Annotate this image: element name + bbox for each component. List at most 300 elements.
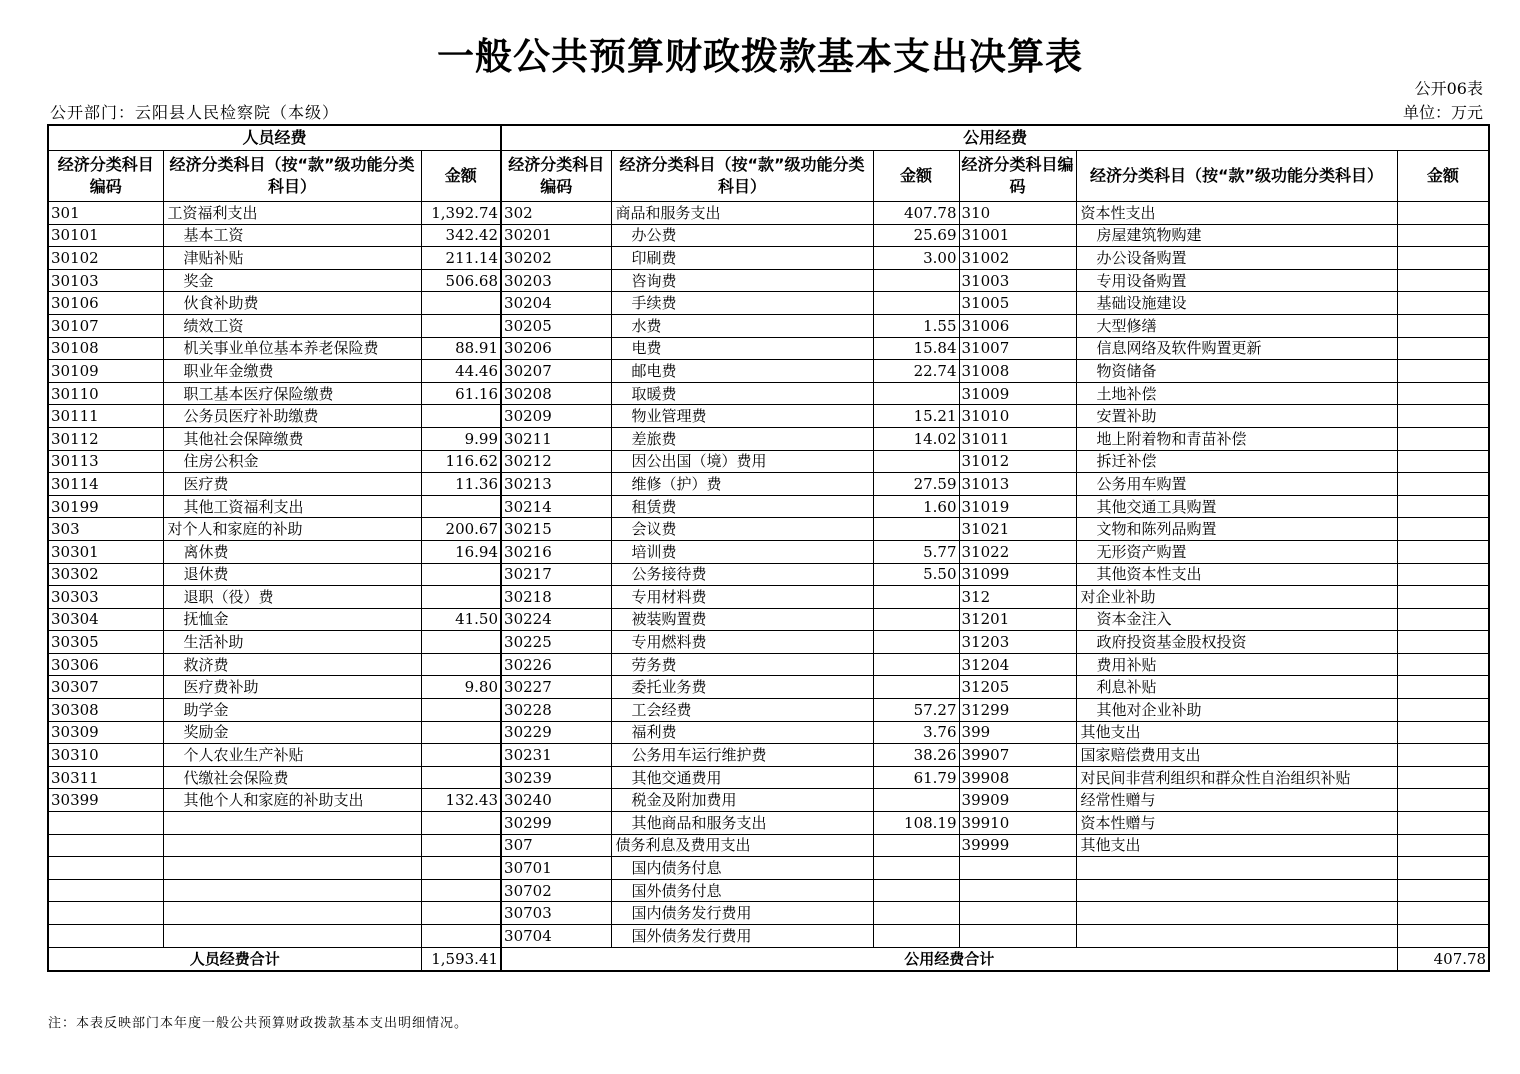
public-code-cell: 30704 [501, 925, 611, 948]
public-amount-cell [1397, 766, 1489, 789]
public-name-cell: 其他交通费用 [611, 766, 873, 789]
public-name-cell: 土地补偿 [1076, 382, 1397, 405]
personnel-name-cell [163, 812, 421, 835]
public-amount-cell [873, 653, 959, 676]
public-code-cell: 30229 [501, 721, 611, 744]
personnel-code-cell: 30309 [48, 721, 163, 744]
public-amount-cell: 5.50 [873, 563, 959, 586]
public-code-cell: 39907 [959, 744, 1076, 767]
public-amount-cell: 38.26 [873, 744, 959, 767]
public-name-cell: 大型修缮 [1076, 314, 1397, 337]
public-amount-cell [1397, 653, 1489, 676]
public-name-cell: 商品和服务支出 [611, 202, 873, 225]
department-label: 公开部门：云阳县人民检察院（本级） [50, 103, 340, 122]
personnel-name-cell: 个人农业生产补贴 [163, 744, 421, 767]
public-name-cell: 资本性支出 [1076, 202, 1397, 225]
public-name-cell: 水费 [611, 314, 873, 337]
public-code-cell: 39908 [959, 766, 1076, 789]
public-name-cell: 物业管理费 [611, 405, 873, 428]
public-code-cell: 30226 [501, 653, 611, 676]
public-name-cell: 基础设施建设 [1076, 292, 1397, 315]
public-code-cell: 30206 [501, 337, 611, 360]
personnel-name-cell: 津贴补贴 [163, 247, 421, 270]
personnel-amount-cell: 1,392.74 [421, 202, 501, 225]
personnel-amount-cell: 88.91 [421, 337, 501, 360]
public-name-cell: 其他对企业补助 [1076, 699, 1397, 722]
public-code-cell: 31011 [959, 427, 1076, 450]
public-name-cell: 差旅费 [611, 427, 873, 450]
personnel-name-cell [163, 857, 421, 880]
public-amount-cell [1397, 586, 1489, 609]
public-code-cell: 30208 [501, 382, 611, 405]
public-code-cell: 30231 [501, 744, 611, 767]
col-name-header: 经济分类科目（按“款”级功能分类科目） [611, 151, 873, 202]
personnel-amount-cell: 41.50 [421, 608, 501, 631]
personnel-amount-cell [421, 902, 501, 925]
public-code-cell: 31012 [959, 450, 1076, 473]
personnel-code-cell [48, 812, 163, 835]
public-amount-cell [1397, 269, 1489, 292]
public-amount-cell: 407.78 [873, 202, 959, 225]
personnel-amount-cell: 211.14 [421, 247, 501, 270]
table-row [48, 473, 1489, 496]
table-row [48, 653, 1489, 676]
personnel-name-cell: 职业年金缴费 [163, 360, 421, 383]
public-code-cell: 31008 [959, 360, 1076, 383]
table-row [48, 902, 1489, 925]
public-amount-cell [1397, 247, 1489, 270]
public-name-cell: 取暖费 [611, 382, 873, 405]
public-name-cell: 国内债务付息 [611, 857, 873, 880]
personnel-amount-cell [421, 812, 501, 835]
public-code-cell: 30216 [501, 540, 611, 563]
public-amount-cell: 15.21 [873, 405, 959, 428]
personnel-name-cell: 工资福利支出 [163, 202, 421, 225]
public-amount-cell [1397, 631, 1489, 654]
public-amount-cell [873, 834, 959, 857]
personnel-code-cell: 303 [48, 518, 163, 541]
public-name-cell: 国内债务发行费用 [611, 902, 873, 925]
public-name-cell: 租赁费 [611, 495, 873, 518]
col-code-header: 经济分类科目编码 [959, 151, 1076, 202]
public-name-cell: 费用补贴 [1076, 653, 1397, 676]
col-amount-header: 金额 [1397, 151, 1489, 202]
table-row [48, 427, 1489, 450]
personnel-code-cell: 30109 [48, 360, 163, 383]
personnel-amount-cell: 9.99 [421, 427, 501, 450]
col-amount-header: 金额 [421, 151, 501, 202]
personnel-name-cell: 其他工资福利支出 [163, 495, 421, 518]
public-code-cell: 30214 [501, 495, 611, 518]
public-amount-cell: 3.76 [873, 721, 959, 744]
public-name-cell: 会议费 [611, 518, 873, 541]
public-name-cell: 国外债务付息 [611, 879, 873, 902]
public-amount-cell [1397, 427, 1489, 450]
personnel-code-cell [48, 879, 163, 902]
personnel-name-cell: 公务员医疗补助缴费 [163, 405, 421, 428]
personnel-code-cell: 30303 [48, 586, 163, 609]
public-code-cell: 30217 [501, 563, 611, 586]
personnel-total-amount: 1,593.41 [421, 947, 501, 971]
col-amount-header: 金额 [873, 151, 959, 202]
public-amount-cell [873, 925, 959, 948]
personnel-amount-cell [421, 314, 501, 337]
personnel-name-cell: 助学金 [163, 699, 421, 722]
public-name-cell: 债务利息及费用支出 [611, 834, 873, 857]
public-amount-cell: 27.59 [873, 473, 959, 496]
personnel-code-cell: 30106 [48, 292, 163, 315]
public-name-cell: 安置补助 [1076, 405, 1397, 428]
public-name-cell: 无形资产购置 [1076, 540, 1397, 563]
table-row [48, 518, 1489, 541]
public-amount-cell [1397, 699, 1489, 722]
personnel-amount-cell: 61.16 [421, 382, 501, 405]
personnel-name-cell: 其他社会保障缴费 [163, 427, 421, 450]
col-name-header: 经济分类科目（按“款”级功能分类科目） [1076, 151, 1397, 202]
personnel-code-cell [48, 834, 163, 857]
personnel-name-cell: 住房公积金 [163, 450, 421, 473]
personnel-name-cell: 伙食补助费 [163, 292, 421, 315]
personnel-amount-cell [421, 292, 501, 315]
table-row [48, 608, 1489, 631]
personnel-name-cell [163, 925, 421, 948]
public-code-cell: 31019 [959, 495, 1076, 518]
public-code-cell: 31022 [959, 540, 1076, 563]
public-amount-cell [873, 608, 959, 631]
personnel-name-cell: 救济费 [163, 653, 421, 676]
table-row [48, 563, 1489, 586]
table-row [48, 721, 1489, 744]
public-code-cell: 31099 [959, 563, 1076, 586]
personnel-amount-cell: 342.42 [421, 224, 501, 247]
personnel-code-cell: 30111 [48, 405, 163, 428]
table-row [48, 224, 1489, 247]
public-code-cell: 30209 [501, 405, 611, 428]
public-amount-cell [873, 586, 959, 609]
public-amount-cell [1397, 518, 1489, 541]
personnel-name-cell: 基本工资 [163, 224, 421, 247]
personnel-code-cell: 30301 [48, 540, 163, 563]
public-code-cell: 30227 [501, 676, 611, 699]
public-code-cell: 31010 [959, 405, 1076, 428]
public-amount-cell: 108.19 [873, 812, 959, 835]
public-amount-cell [873, 269, 959, 292]
personnel-amount-cell [421, 586, 501, 609]
public-code-cell: 30212 [501, 450, 611, 473]
personnel-code-cell: 30114 [48, 473, 163, 496]
public-amount-cell [873, 879, 959, 902]
public-name-cell [1076, 857, 1397, 880]
public-amount-cell [1397, 495, 1489, 518]
public-name-cell: 印刷费 [611, 247, 873, 270]
public-name-cell: 文物和陈列品购置 [1076, 518, 1397, 541]
public-code-cell: 307 [501, 834, 611, 857]
public-amount-cell [1397, 450, 1489, 473]
public-name-cell: 维修（护）费 [611, 473, 873, 496]
public-code-cell: 39910 [959, 812, 1076, 835]
public-name-cell: 资本金注入 [1076, 608, 1397, 631]
table-row [48, 857, 1489, 880]
public-name-cell: 其他支出 [1076, 721, 1397, 744]
public-amount-cell [1397, 812, 1489, 835]
personnel-code-cell: 30112 [48, 427, 163, 450]
public-code-cell: 30240 [501, 789, 611, 812]
personnel-amount-cell: 506.68 [421, 269, 501, 292]
public-amount-cell [1397, 721, 1489, 744]
personnel-amount-cell: 44.46 [421, 360, 501, 383]
table-row [48, 202, 1489, 225]
table-row [48, 699, 1489, 722]
public-name-cell: 其他商品和服务支出 [611, 812, 873, 835]
public-code-cell: 30239 [501, 766, 611, 789]
personnel-amount-cell: 9.80 [421, 676, 501, 699]
public-amount-cell [873, 676, 959, 699]
table-row [48, 812, 1489, 835]
table-row [48, 766, 1489, 789]
public-name-cell: 信息网络及软件购置更新 [1076, 337, 1397, 360]
personnel-name-cell: 机关事业单位基本养老保险费 [163, 337, 421, 360]
public-code-cell: 310 [959, 202, 1076, 225]
personnel-name-cell: 职工基本医疗保险缴费 [163, 382, 421, 405]
unit-label: 单位：万元 [1402, 103, 1483, 122]
table-row [48, 834, 1489, 857]
personnel-amount-cell [421, 405, 501, 428]
public-amount-cell: 61.79 [873, 766, 959, 789]
public-name-cell: 对民间非营利组织和群众性自治组织补贴 [1076, 766, 1397, 789]
public-name-cell: 办公设备购置 [1076, 247, 1397, 270]
personnel-name-cell: 退休费 [163, 563, 421, 586]
public-code-cell: 399 [959, 721, 1076, 744]
public-amount-cell [873, 450, 959, 473]
public-name-cell: 公务用车运行维护费 [611, 744, 873, 767]
public-amount-cell [1397, 224, 1489, 247]
public-amount-cell: 3.00 [873, 247, 959, 270]
public-amount-cell [1397, 902, 1489, 925]
personnel-code-cell: 30399 [48, 789, 163, 812]
public-name-cell: 因公出国（境）费用 [611, 450, 873, 473]
public-name-cell: 公务接待费 [611, 563, 873, 586]
personnel-name-cell: 抚恤金 [163, 608, 421, 631]
table-row [48, 925, 1489, 948]
public-amount-cell [873, 518, 959, 541]
personnel-amount-cell: 11.36 [421, 473, 501, 496]
public-code-cell: 302 [501, 202, 611, 225]
personnel-name-cell: 代缴社会保险费 [163, 766, 421, 789]
public-name-cell: 经常性赠与 [1076, 789, 1397, 812]
public-code-cell: 312 [959, 586, 1076, 609]
public-code-cell: 31005 [959, 292, 1076, 315]
public-code-cell: 31203 [959, 631, 1076, 654]
table-row [48, 382, 1489, 405]
public-name-cell: 咨询费 [611, 269, 873, 292]
public-code-cell: 30218 [501, 586, 611, 609]
public-name-cell: 委托业务费 [611, 676, 873, 699]
personnel-total-label: 人员经费合计 [48, 947, 421, 971]
personnel-amount-cell [421, 834, 501, 857]
public-code-cell: 30201 [501, 224, 611, 247]
public-name-cell: 劳务费 [611, 653, 873, 676]
public-code-cell: 30224 [501, 608, 611, 631]
public-code-cell: 31006 [959, 314, 1076, 337]
personnel-amount-cell [421, 925, 501, 948]
personnel-amount-cell [421, 766, 501, 789]
public-name-cell: 专用燃料费 [611, 631, 873, 654]
personnel-amount-cell: 116.62 [421, 450, 501, 473]
public-code-cell: 31002 [959, 247, 1076, 270]
public-name-cell: 公务用车购置 [1076, 473, 1397, 496]
public-name-cell: 办公费 [611, 224, 873, 247]
public-amount-cell [873, 631, 959, 654]
personnel-amount-cell [421, 721, 501, 744]
table-row [48, 586, 1489, 609]
public-name-cell: 其他交通工具购置 [1076, 495, 1397, 518]
table-row [48, 789, 1489, 812]
public-amount-cell [873, 857, 959, 880]
public-amount-cell [873, 292, 959, 315]
public-code-cell: 30701 [501, 857, 611, 880]
public-name-cell: 税金及附加费用 [611, 789, 873, 812]
personnel-code-cell: 30102 [48, 247, 163, 270]
public-section-header: 公用经费 [501, 125, 1489, 151]
public-name-cell: 地上附着物和青苗补偿 [1076, 427, 1397, 450]
public-name-cell: 专用材料费 [611, 586, 873, 609]
public-code-cell: 31007 [959, 337, 1076, 360]
table-row [48, 676, 1489, 699]
public-code-cell: 31299 [959, 699, 1076, 722]
table-row [48, 269, 1489, 292]
personnel-code-cell [48, 902, 163, 925]
public-code-cell: 30213 [501, 473, 611, 496]
table-row [48, 247, 1489, 270]
public-code-cell: 31003 [959, 269, 1076, 292]
personnel-amount-cell [421, 563, 501, 586]
table-row [48, 744, 1489, 767]
public-name-cell [1076, 879, 1397, 902]
personnel-section-header: 人员经费 [48, 125, 501, 151]
public-name-cell: 其他支出 [1076, 834, 1397, 857]
personnel-code-cell: 30305 [48, 631, 163, 654]
public-code-cell [959, 925, 1076, 948]
public-amount-cell [1397, 834, 1489, 857]
personnel-name-cell: 绩效工资 [163, 314, 421, 337]
table-row [48, 405, 1489, 428]
public-total-label: 公用经费合计 [501, 947, 1397, 971]
public-code-cell: 31204 [959, 653, 1076, 676]
public-code-cell: 39909 [959, 789, 1076, 812]
public-code-cell: 30211 [501, 427, 611, 450]
public-amount-cell: 5.77 [873, 540, 959, 563]
public-amount-cell [1397, 202, 1489, 225]
personnel-code-cell: 30304 [48, 608, 163, 631]
public-name-cell: 手续费 [611, 292, 873, 315]
public-amount-cell: 57.27 [873, 699, 959, 722]
personnel-amount-cell: 132.43 [421, 789, 501, 812]
public-code-cell: 30215 [501, 518, 611, 541]
public-amount-cell [1397, 337, 1489, 360]
personnel-name-cell: 生活补助 [163, 631, 421, 654]
public-code-cell: 30299 [501, 812, 611, 835]
public-amount-cell: 25.69 [873, 224, 959, 247]
public-code-cell [959, 857, 1076, 880]
public-code-cell: 30205 [501, 314, 611, 337]
personnel-name-cell [163, 879, 421, 902]
public-amount-cell: 1.60 [873, 495, 959, 518]
public-amount-cell [1397, 789, 1489, 812]
public-name-cell: 房屋建筑物购建 [1076, 224, 1397, 247]
personnel-amount-cell [421, 857, 501, 880]
public-name-cell: 政府投资基金股权投资 [1076, 631, 1397, 654]
public-code-cell [959, 902, 1076, 925]
personnel-amount-cell: 16.94 [421, 540, 501, 563]
personnel-amount-cell [421, 653, 501, 676]
personnel-code-cell: 30108 [48, 337, 163, 360]
personnel-code-cell: 30311 [48, 766, 163, 789]
personnel-amount-cell [421, 495, 501, 518]
expenditure-table [47, 124, 1490, 972]
personnel-amount-cell [421, 631, 501, 654]
public-amount-cell [1397, 879, 1489, 902]
public-name-cell: 国外债务发行费用 [611, 925, 873, 948]
public-amount-cell [873, 902, 959, 925]
footnote: 注：本表反映部门本年度一般公共预算财政拨款基本支出明细情况。 [48, 1016, 469, 1031]
personnel-code-cell: 30307 [48, 676, 163, 699]
public-code-cell: 31001 [959, 224, 1076, 247]
personnel-name-cell: 退职（役）费 [163, 586, 421, 609]
personnel-code-cell: 30306 [48, 653, 163, 676]
public-code-cell: 30207 [501, 360, 611, 383]
public-name-cell: 工会经费 [611, 699, 873, 722]
personnel-code-cell: 30101 [48, 224, 163, 247]
public-amount-cell [1397, 744, 1489, 767]
public-amount-cell [1397, 405, 1489, 428]
public-amount-cell [1397, 925, 1489, 948]
public-amount-cell [1397, 540, 1489, 563]
table-number: 公开06表 [1414, 79, 1483, 98]
public-code-cell: 30202 [501, 247, 611, 270]
personnel-name-cell: 离休费 [163, 540, 421, 563]
public-name-cell: 专用设备购置 [1076, 269, 1397, 292]
public-code-cell: 30225 [501, 631, 611, 654]
public-name-cell: 国家赔偿费用支出 [1076, 744, 1397, 767]
table-row [48, 631, 1489, 654]
personnel-code-cell: 30302 [48, 563, 163, 586]
public-amount-cell [1397, 608, 1489, 631]
personnel-name-cell [163, 834, 421, 857]
public-name-cell: 邮电费 [611, 360, 873, 383]
personnel-name-cell: 对个人和家庭的补助 [163, 518, 421, 541]
public-name-cell: 拆迁补偿 [1076, 450, 1397, 473]
personnel-name-cell: 奖励金 [163, 721, 421, 744]
public-code-cell: 31201 [959, 608, 1076, 631]
public-amount-cell [1397, 676, 1489, 699]
public-name-cell: 培训费 [611, 540, 873, 563]
public-code-cell: 30204 [501, 292, 611, 315]
public-amount-cell [1397, 382, 1489, 405]
personnel-code-cell: 30110 [48, 382, 163, 405]
personnel-name-cell: 医疗费 [163, 473, 421, 496]
personnel-name-cell: 医疗费补助 [163, 676, 421, 699]
personnel-amount-cell [421, 879, 501, 902]
table-row [48, 337, 1489, 360]
personnel-code-cell [48, 925, 163, 948]
public-amount-cell [1397, 314, 1489, 337]
public-code-cell: 30228 [501, 699, 611, 722]
personnel-code-cell: 30103 [48, 269, 163, 292]
personnel-name-cell: 其他个人和家庭的补助支出 [163, 789, 421, 812]
public-amount-cell: 22.74 [873, 360, 959, 383]
public-amount-cell: 14.02 [873, 427, 959, 450]
public-name-cell: 物资储备 [1076, 360, 1397, 383]
